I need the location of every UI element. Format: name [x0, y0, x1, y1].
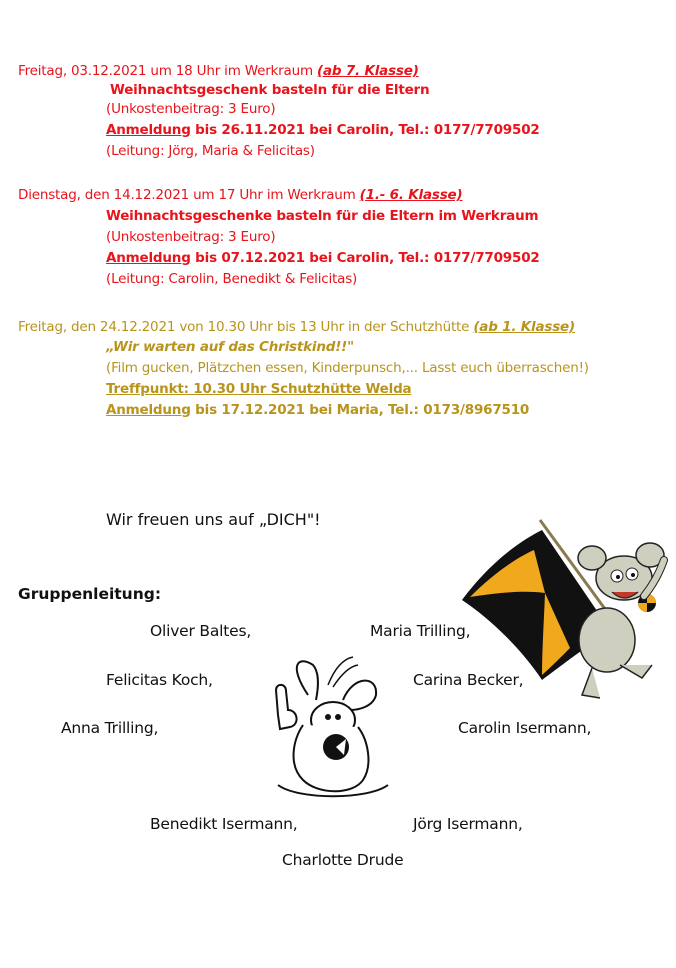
event-1-cost: (Unkostenbeitrag: 3 Euro)	[106, 101, 276, 117]
event-3-date-line: Freitag, den 24.12.2021 von 10.30 Uhr bis 13 Uhr in der Schutzhütte (ab 1. Klasse)	[18, 319, 575, 335]
event-1-audience: (ab 7. Klasse)	[317, 63, 419, 79]
event-3-title: „Wir warten auf das Christkind!!"	[106, 339, 354, 355]
leader-name: Benedikt Isermann,	[150, 815, 298, 833]
event-1-title: Weihnachtsgeschenk basteln für die Eltern	[110, 82, 430, 98]
event-2-audience: (1.- 6. Klasse)	[359, 187, 463, 203]
event-2-date-line: Dienstag, den 14.12.2021 um 17 Uhr im Werkraum (1.- 6. Klasse)	[18, 187, 463, 203]
event-1-leaders: (Leitung: Jörg, Maria & Felicitas)	[106, 143, 315, 159]
leader-name: Felicitas Koch,	[106, 671, 213, 689]
leader-name: Anna Trilling,	[61, 719, 159, 737]
mascot-with-flag-icon	[452, 500, 676, 705]
event-1-date-line: Freitag, 03.12.2021 um 18 Uhr im Werkraum (ab 7. Klasse)	[18, 63, 419, 79]
group-leaders-heading: Gruppenleitung:	[18, 585, 162, 603]
registration-label: Anmeldung	[106, 402, 191, 418]
greeting: Wir freuen uns auf „DICH"!	[106, 510, 321, 529]
mascot-thumbs-up-icon	[258, 655, 398, 805]
registration-label: Anmeldung	[106, 122, 191, 138]
leader-name: Carina Becker,	[413, 671, 524, 689]
event-3-meeting-point: Treffpunkt: 10.30 Uhr Schutzhütte Welda	[106, 381, 412, 397]
event-3-audience: (ab 1. Klasse)	[473, 319, 575, 335]
event-2-cost: (Unkostenbeitrag: 3 Euro)	[106, 229, 276, 245]
leader-name: Jörg Isermann,	[413, 815, 523, 833]
registration-label: Anmeldung	[106, 250, 191, 266]
event-2-leaders: (Leitung: Carolin, Benedikt & Felicitas)	[106, 271, 358, 287]
leader-name: Maria Trilling,	[370, 622, 471, 640]
event-2-title: Weihnachtsgeschenke basteln für die Eltern im Werkraum	[106, 208, 539, 224]
leader-name: Charlotte Drude	[282, 851, 404, 869]
event-1-registration: Anmeldung bis 26.11.2021 bei Carolin, Tel.: 0177/7709502	[106, 122, 540, 138]
event-2-registration: Anmeldung bis 07.12.2021 bei Carolin, Tel.: 0177/7709502	[106, 250, 540, 266]
leader-name: Carolin Isermann,	[458, 719, 592, 737]
event-3-description: (Film gucken, Plätzchen essen, Kinderpunsch,... Lasst euch überraschen!)	[106, 360, 589, 376]
leader-name: Oliver Baltes,	[150, 622, 252, 640]
event-3-registration: Anmeldung bis 17.12.2021 bei Maria, Tel.: 0173/8967510	[106, 402, 530, 418]
